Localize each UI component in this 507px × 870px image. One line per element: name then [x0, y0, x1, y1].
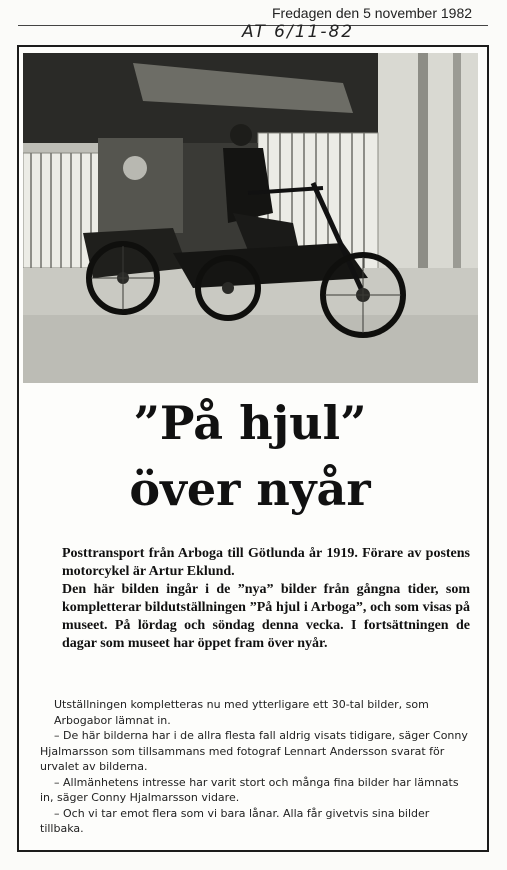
headline: [40, 390, 460, 522]
motorcycle-photo: [23, 53, 478, 383]
headline-line-1: ”På hjul”: [133, 396, 367, 450]
handwritten-annotation: AT 6/11-82: [242, 22, 355, 42]
headline-line-2: över nyår: [129, 462, 371, 516]
body-paragraph: – Allmänhetens intresse har varit stort och många fina bilder har lämnats in, säger Conny Hjalmarsson vidare.: [40, 775, 459, 804]
body-paragraph: Utställningen kompletteras nu med ytterligare ett 30-tal bilder, som Arbogabor lämnat in.: [54, 698, 429, 727]
photo-caption: Posttransport från Arboga till Götlunda år 1919. Förare av postens motorcykel är Artur Eklund.: [62, 546, 470, 579]
lead-paragraph: Den här bilden ingår i de ”nya” bilder från gångna tider, som kompletterar bildutställningen ”På hjul i Arboga”, och som visas på museet. På lördag och söndag denna vecka. I fortsättningen de dagar som museet har öppet fram över nyår.: [62, 582, 470, 651]
lead-paragraphs: [62, 545, 470, 653]
motorcycle-photo-illustration: [23, 53, 478, 383]
newspaper-dateline: Fredagen den 5 november 1982: [272, 5, 473, 21]
body-paragraph: – Och vi tar emot flera som vi bara lånar. Alla får givetvis sina bilder tillbaka.: [40, 806, 430, 835]
body-paragraph: – De här bilderna har i de allra flesta fall aldrig visats tidigare, säger Conny Hjalmarsson som tillsammans med fotograf Lennart Andersson svarat för urvalet av bilderna.: [40, 729, 468, 773]
article-body: [40, 697, 468, 837]
